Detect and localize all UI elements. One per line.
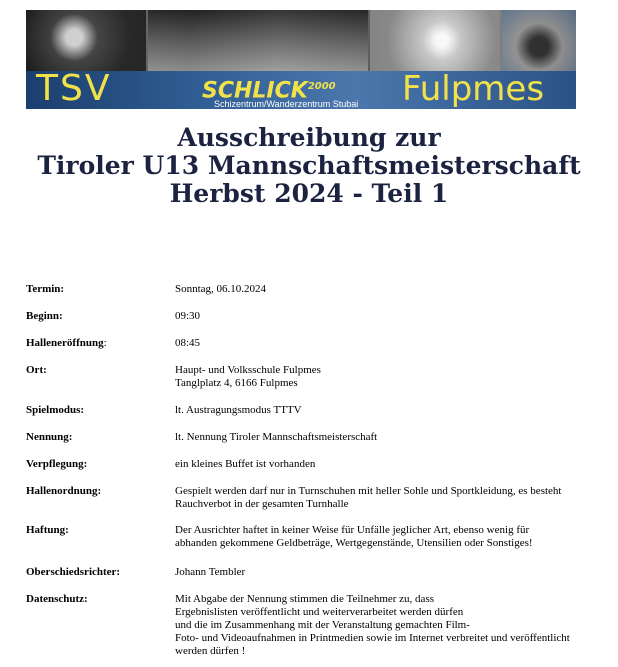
value-haftung (175, 524, 615, 550)
label-nennung: Nennung: (26, 431, 73, 443)
label-beginn: Beginn: (26, 310, 63, 322)
banner-photo-tennis (370, 10, 500, 71)
banner-photo-tabletennis (148, 10, 368, 71)
value-nennung: lt. Nennung Tiroler Mannschaftsmeisterschaft (175, 431, 378, 443)
value-datenschutz-line-3: und die im Zusammenhang mit der Veranstaltung gemachten Film- (175, 619, 470, 631)
banner-photo-waterski (26, 10, 146, 71)
value-ort-line-1: Haupt- und Volksschule Fulpmes (175, 364, 321, 376)
value-verpflegung: ein kleines Buffet ist vorhanden (175, 458, 316, 470)
headline-line-2: Tiroler U13 Mannschaftsmeisterschaft (37, 151, 581, 180)
value-datenschutz-line-2: Ergebnislisten veröffentlicht und weiterverarbeitet werden dürfen (175, 606, 464, 618)
label-termin: Termin: (26, 283, 65, 295)
club-banner (26, 10, 576, 109)
value-spielmodus: lt. Austragungsmodus TTTV (175, 404, 302, 416)
value-ort (175, 364, 615, 390)
logo-superscript: 2000 (307, 81, 336, 92)
value-oberschiedsrichter: Johann Tembler (175, 566, 246, 578)
value-datenschutz-line-4: Foto- und Videoaufnahmen in Printmedien sowie im Internet verbreitet und veröffentlicht (175, 632, 570, 644)
label-hallenordnung: Hallenordnung: (26, 485, 102, 497)
value-termin: Sonntag, 06.10.2024 (175, 283, 267, 295)
document-headline (0, 124, 618, 208)
label-halleneroeffnung (26, 337, 171, 350)
label-haftung: Haftung: (26, 524, 69, 536)
headline-line-1: Ausschreibung zur (177, 123, 441, 152)
value-ort-line-2: Tanglplatz 4, 6166 Fulpmes (175, 377, 298, 389)
banner-tsv-text: TSV (36, 68, 112, 109)
value-haftung-line-2: abhanden gekommene Geldbeträge, Wertgegenstände, Utensilien oder Sonstiges! (175, 537, 533, 549)
value-datenschutz (175, 593, 615, 658)
label-halleneroeffnung-colon: : (103, 337, 107, 349)
label-halleneroeffnung-text: Halleneröffnung (26, 337, 104, 349)
value-hallenordnung (175, 485, 615, 511)
value-hallenordnung-line-1: Gespielt werden darf nur in Turnschuhen mit heller Sohle und Sportkleidung, es besteht (175, 485, 562, 497)
label-ort: Ort: (26, 364, 47, 376)
banner-fulpmes-text: Fulpmes (402, 69, 545, 109)
value-haftung-line-1: Der Ausrichter haftet in keiner Weise für Unfälle jeglicher Art, ebenso wenig für (175, 524, 530, 536)
label-oberschiedsrichter: Oberschiedsrichter: (26, 566, 121, 578)
value-halleneroeffnung: 08:45 (175, 337, 201, 349)
label-datenschutz: Datenschutz: (26, 593, 88, 605)
value-datenschutz-line-1: Mit Abgabe der Nennung stimmen die Teilnehmer zu, dass (175, 593, 434, 605)
label-verpflegung: Verpflegung: (26, 458, 88, 470)
logo-text: SCHLICK (202, 78, 308, 104)
value-datenschutz-line-5: werden dürfen ! (175, 645, 246, 657)
label-spielmodus: Spielmodus: (26, 404, 85, 416)
value-hallenordnung-line-2: Rauchverbot in der gesamten Turnhalle (175, 498, 349, 510)
headline-line-3: Herbst 2024 - Teil 1 (169, 179, 449, 208)
value-beginn: 09:30 (175, 310, 201, 322)
banner-photo-diver (502, 10, 576, 71)
banner-logo-subtitle: Schizentrum/Wanderzentrum Stubai (214, 99, 359, 109)
